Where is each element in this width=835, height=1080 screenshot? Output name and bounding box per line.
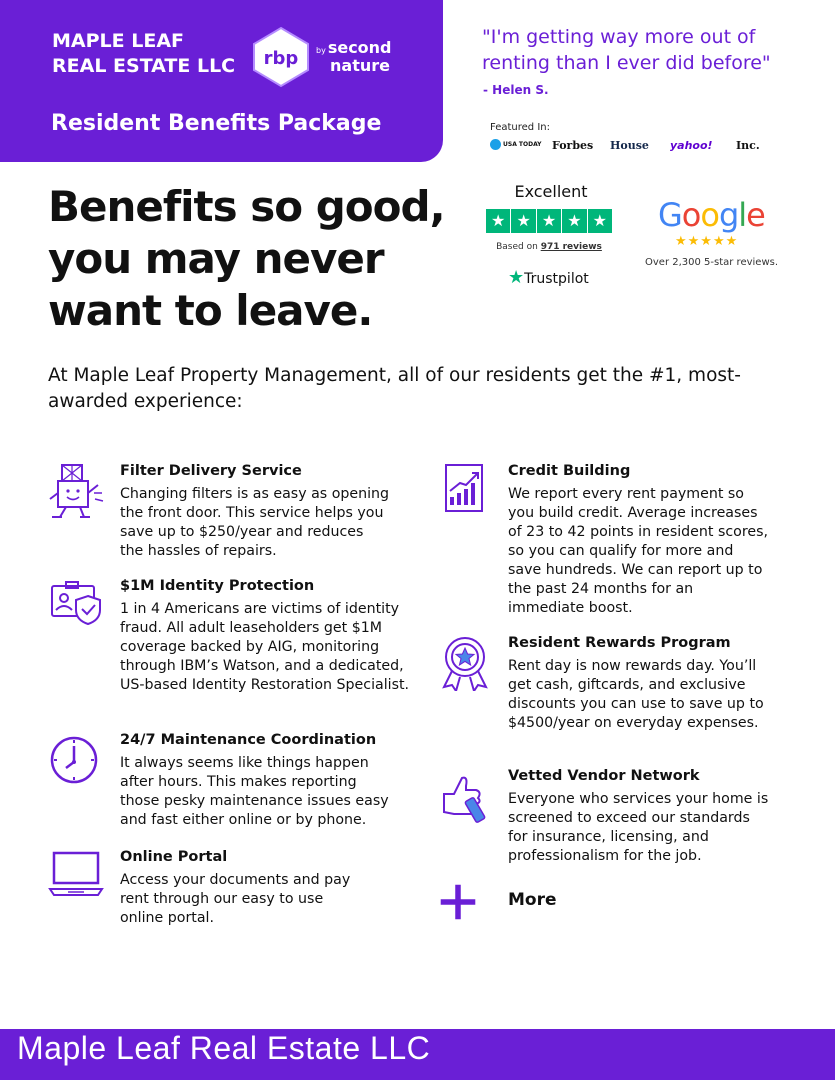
trustpilot-logo-star-icon: ★ [508, 267, 525, 288]
headline-line1: Benefits so good, [48, 182, 445, 231]
feature-desc: Access your documents and pay rent through our easy to use online portal. [120, 872, 351, 926]
feature-title: Filter Delivery Service [120, 463, 302, 479]
feature-desc: Changing filters is as easy as opening the front door. This service helps you save up to $250/year and reduces the hassles of repairs. [120, 486, 390, 559]
main-headline [48, 181, 468, 337]
header-banner [0, 0, 443, 162]
headline-line2: you may never [48, 234, 384, 283]
feature-desc: Everyone who services your home is screened to exceed our standards for insurance, licensing, and professionalism for the job. [508, 791, 769, 864]
featured-in-label: Featured In: [490, 122, 550, 133]
award-ribbon-icon [436, 635, 492, 691]
feature-title: Online Portal [120, 849, 228, 865]
google-logo: Google [658, 196, 765, 234]
feature-title: $1M Identity Protection [120, 578, 315, 594]
trustpilot-star-icon: ★ [537, 209, 561, 233]
rbp-nature-text: nature [330, 56, 390, 75]
identity-protection-icon [48, 578, 104, 634]
feature-desc: We report every rent payment so you build credit. Average increases of 23 to 42 points in resident scores, so you can qualify for more and save hundreds. We can report up to the past 24 months for an immediate boost. [508, 486, 768, 616]
plus-icon [436, 880, 480, 924]
company-name-line1: MAPLE LEAF [52, 30, 185, 52]
feature-desc: 1 in 4 Americans are victims of identity fraud. All adult leaseholders get $1M coverage backed by AIG, monitoring through IBM’s Watson, and a dedicated, US-based Identity Restoration Specialist. [120, 601, 410, 693]
feature-title: 24/7 Maintenance Coordination [120, 732, 377, 748]
feature-title: Credit Building [508, 463, 631, 479]
trustpilot-based-on: Based on 971 reviews [496, 242, 602, 252]
yahoo-logo: yahoo! [670, 139, 713, 152]
feature-filter-delivery [48, 463, 418, 563]
laptop-icon [48, 849, 104, 905]
feature-desc: Rent day is now rewards day. You’ll get cash, giftcards, and exclusive discounts you can use to save up to $4500/year on everyday expenses. [508, 658, 764, 731]
google-reviews-text: Over 2,300 5-star reviews. [645, 257, 779, 268]
feature-title: Vetted Vendor Network [508, 768, 700, 784]
rbp-badge-text: rbp [263, 48, 299, 69]
google-stars-icon: ★★★★★ [675, 234, 739, 249]
thumbs-up-icon [436, 768, 492, 824]
feature-more[interactable] [436, 880, 636, 930]
company-name [52, 29, 242, 79]
feature-desc: It always seems like things happen after hours. This makes reporting those pesky maintenance issues easy and fast either online or by phone. [120, 755, 389, 828]
intro-text: At Maple Leaf Property Management, all of our residents get the #1, most-awarded experience: [48, 365, 741, 412]
second-nature-logo [316, 40, 392, 73]
footer-company-name: Maple Leaf Real Estate LLC [17, 1030, 431, 1066]
bar-chart-icon [436, 463, 492, 519]
feature-vetted-vendor [436, 768, 816, 868]
usa-today-dot-icon [490, 139, 501, 150]
trustpilot-stars [486, 209, 612, 233]
trustpilot-star-icon: ★ [486, 209, 510, 233]
feature-identity-protection [48, 578, 418, 718]
trustpilot-rating-word: Excellent [514, 182, 588, 201]
headline-line3: want to leave. [48, 286, 373, 335]
inc-logo: Inc. [736, 139, 760, 152]
feature-maintenance-coordination [48, 732, 418, 832]
feature-resident-rewards [436, 635, 816, 755]
usa-today-logo: USA TODAY [490, 139, 542, 150]
featured-logos [490, 137, 775, 157]
feature-online-portal [48, 849, 418, 939]
rbp-by-text: by [316, 46, 326, 55]
rbp-logo-icon [250, 26, 312, 88]
trustpilot-star-icon: ★ [562, 209, 586, 233]
trustpilot-star-icon: ★ [511, 209, 535, 233]
clock-icon [48, 732, 104, 788]
feature-title: Resident Rewards Program [508, 635, 731, 651]
house-logo: House [610, 139, 649, 152]
trustpilot-reviews-link[interactable]: 971 reviews [540, 242, 602, 252]
filter-delivery-icon [48, 463, 104, 519]
feature-credit-building [436, 463, 816, 623]
more-label: More [508, 890, 557, 910]
forbes-logo: Forbes [552, 139, 594, 152]
package-title: Resident Benefits Package [51, 111, 382, 136]
testimonial-quote: "I'm getting way more out of renting than I ever did before" [482, 26, 771, 74]
trustpilot-star-icon: ★ [588, 209, 612, 233]
company-name-line2: REAL ESTATE LLC [52, 55, 236, 77]
testimonial-author: - Helen S. [483, 83, 549, 97]
rbp-second-text: second [327, 38, 392, 57]
trustpilot-logo: ★Trustpilot [508, 267, 589, 288]
